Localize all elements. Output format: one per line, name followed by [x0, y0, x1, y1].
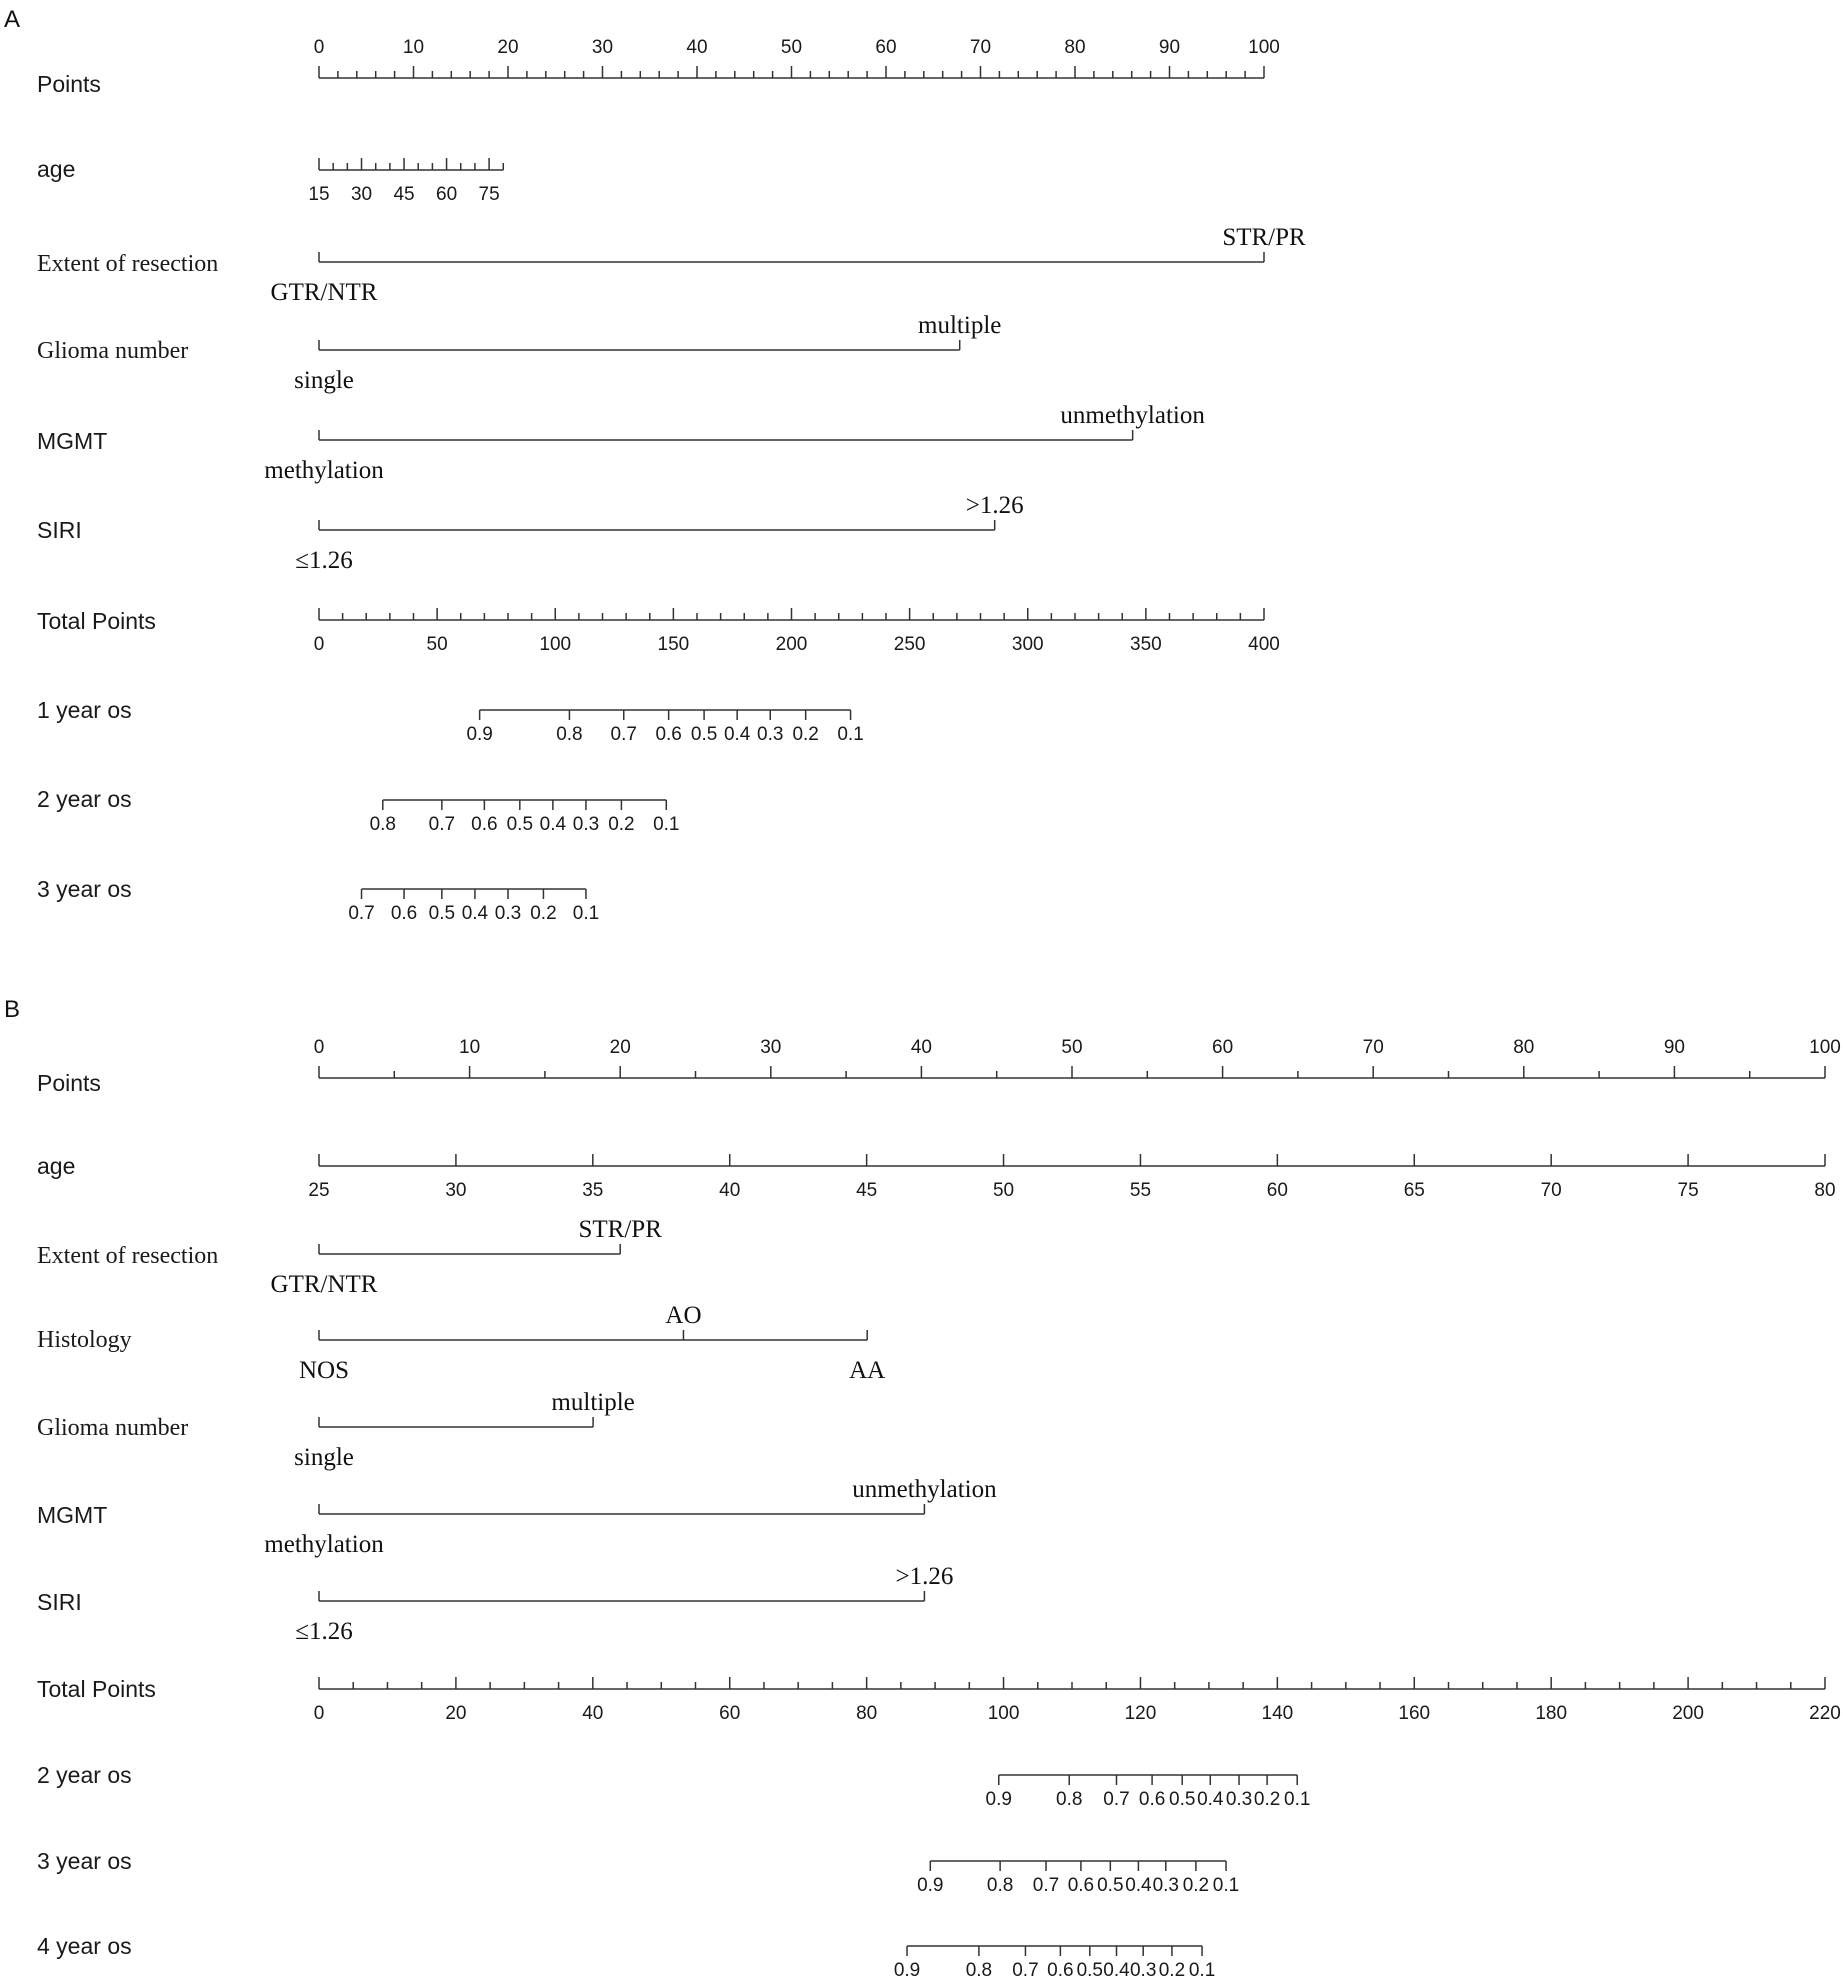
row-b-3-year-os: [37, 1848, 1239, 1896]
category-label-a-mgmt-unmethylation: unmethylation: [1060, 402, 1205, 429]
tick-label-a-2-year-os-0.5: 0.5: [506, 814, 534, 835]
panel-letter-b: B: [4, 996, 21, 1023]
tick-label-b-points-0: 0: [313, 1037, 325, 1058]
tick-label-a-total-points-200: 200: [775, 634, 808, 655]
category-label-b-siri-le-1-26: ≤1.26: [295, 1618, 353, 1645]
tick-label-b-2-year-os-0.2: 0.2: [1253, 1789, 1281, 1810]
tick-label-a-points-30: 30: [591, 37, 614, 58]
category-label-b-mgmt-methylation: methylation: [264, 1531, 384, 1558]
tick-label-b-2-year-os-0.8: 0.8: [1056, 1789, 1083, 1810]
category-label-a-glioma-number-single: single: [294, 367, 354, 394]
row-label-a-2-year-os: 2 year os: [37, 786, 132, 812]
row-label-b-3-year-os: 3 year os: [37, 1848, 132, 1874]
tick-label-b-4-year-os-0.2: 0.2: [1158, 1960, 1186, 1981]
category-label-a-extent-of-resection-str-pr: STR/PR: [1222, 224, 1306, 251]
tick-label-b-3-year-os-0.3: 0.3: [1152, 1875, 1179, 1896]
tick-label-b-2-year-os-0.5: 0.5: [1169, 1789, 1196, 1810]
row-label-b-2-year-os: 2 year os: [37, 1762, 132, 1788]
row-b-glioma-number: [37, 1389, 635, 1471]
row-label-a-3-year-os: 3 year os: [37, 876, 132, 902]
tick-label-a-3-year-os-0.3: 0.3: [494, 903, 522, 924]
category-label-b-extent-of-resection-gtr-ntr: GTR/NTR: [270, 1271, 378, 1298]
row-b-2-year-os: [37, 1762, 1310, 1810]
row-b-age: [37, 1153, 1836, 1201]
tick-label-a-points-100: 100: [1248, 37, 1280, 58]
row-a-siri: [37, 492, 1024, 574]
tick-label-b-3-year-os-0.2: 0.2: [1182, 1875, 1210, 1896]
tick-label-b-3-year-os-0.7: 0.7: [1032, 1875, 1060, 1896]
tick-label-a-age-30: 30: [350, 184, 373, 205]
tick-label-b-2-year-os-0.6: 0.6: [1138, 1789, 1166, 1810]
row-label-b-glioma-number: Glioma number: [37, 1415, 189, 1441]
tick-label-b-points-10: 10: [459, 1037, 481, 1058]
row-label-b-4-year-os: 4 year os: [37, 1933, 132, 1959]
row-label-b-points: Points: [37, 1070, 101, 1096]
category-label-a-siri-gt-1-26: >1.26: [965, 492, 1024, 519]
panel-a: [4, 6, 1306, 924]
tick-label-a-3-year-os-0.7: 0.7: [348, 903, 375, 924]
panel-b: [4, 996, 1841, 1981]
tick-label-b-total-points-220: 220: [1809, 1703, 1841, 1724]
tick-label-b-total-points-180: 180: [1535, 1703, 1568, 1724]
tick-label-b-age-30: 30: [445, 1180, 467, 1201]
category-label-a-glioma-number-multiple: multiple: [918, 312, 1002, 339]
tick-label-a-1-year-os-0.5: 0.5: [690, 724, 718, 745]
tick-label-a-1-year-os-0.9: 0.9: [466, 724, 493, 745]
tick-label-b-total-points-80: 80: [856, 1703, 878, 1724]
tick-label-a-1-year-os-0.3: 0.3: [757, 724, 784, 745]
tick-label-b-total-points-120: 120: [1124, 1703, 1157, 1724]
row-label-a-siri: SIRI: [37, 517, 82, 543]
tick-label-b-age-40: 40: [719, 1180, 741, 1201]
tick-label-a-age-45: 45: [393, 184, 415, 205]
tick-label-b-total-points-160: 160: [1398, 1703, 1431, 1724]
tick-label-a-total-points-150: 150: [657, 634, 690, 655]
category-label-b-mgmt-unmethylation: unmethylation: [852, 1476, 997, 1503]
tick-label-b-2-year-os-0.1: 0.1: [1284, 1789, 1311, 1810]
tick-label-a-points-10: 10: [402, 37, 425, 58]
row-label-b-extent-of-resection: Extent of resection: [37, 1243, 219, 1269]
tick-label-a-total-points-300: 300: [1011, 634, 1044, 655]
tick-label-b-points-90: 90: [1663, 1037, 1685, 1058]
tick-label-a-points-80: 80: [1064, 37, 1086, 58]
tick-label-a-total-points-400: 400: [1248, 634, 1280, 655]
tick-label-a-1-year-os-0.7: 0.7: [610, 724, 637, 745]
tick-label-a-total-points-50: 50: [426, 634, 448, 655]
row-label-a-1-year-os: 1 year os: [37, 697, 132, 723]
category-label-b-histology-nos: NOS: [298, 1357, 350, 1384]
tick-label-a-age-15: 15: [308, 184, 330, 205]
tick-label-a-total-points-350: 350: [1130, 634, 1162, 655]
tick-label-b-4-year-os-0.9: 0.9: [893, 1960, 921, 1981]
row-a-points: [37, 37, 1280, 97]
tick-label-b-4-year-os-0.1: 0.1: [1188, 1960, 1216, 1981]
tick-label-b-4-year-os-0.7: 0.7: [1012, 1960, 1039, 1981]
tick-label-a-2-year-os-0.2: 0.2: [608, 814, 635, 835]
tick-label-a-1-year-os-0.2: 0.2: [792, 724, 819, 745]
tick-label-a-points-20: 20: [497, 37, 519, 58]
tick-label-a-1-year-os-0.8: 0.8: [556, 724, 583, 745]
row-a-mgmt: [37, 402, 1205, 484]
tick-label-b-points-80: 80: [1513, 1037, 1535, 1058]
tick-label-b-4-year-os-0.4: 0.4: [1103, 1960, 1130, 1981]
row-a-2-year-os: [37, 786, 679, 835]
tick-label-a-2-year-os-0.3: 0.3: [572, 814, 600, 835]
row-a-age: [37, 156, 503, 205]
tick-label-a-3-year-os-0.6: 0.6: [390, 903, 418, 924]
tick-label-a-total-points-250: 250: [893, 634, 926, 655]
tick-label-a-2-year-os-0.8: 0.8: [369, 814, 396, 835]
tick-label-b-total-points-40: 40: [582, 1703, 604, 1724]
tick-label-a-2-year-os-0.1: 0.1: [653, 814, 680, 835]
tick-label-b-age-70: 70: [1540, 1180, 1562, 1201]
tick-label-b-points-60: 60: [1212, 1037, 1234, 1058]
tick-label-b-3-year-os-0.4: 0.4: [1125, 1875, 1152, 1896]
category-label-b-siri-gt-1-26: >1.26: [895, 1563, 954, 1590]
tick-label-b-3-year-os-0.5: 0.5: [1097, 1875, 1124, 1896]
row-label-b-siri: SIRI: [37, 1589, 82, 1615]
row-a-glioma-number: [37, 312, 1001, 394]
category-label-b-histology-ao: AO: [665, 1302, 702, 1329]
row-label-b-mgmt: MGMT: [37, 1502, 108, 1528]
tick-label-b-3-year-os-0.9: 0.9: [917, 1875, 944, 1896]
tick-label-a-3-year-os-0.5: 0.5: [428, 903, 456, 924]
tick-label-b-total-points-20: 20: [445, 1703, 467, 1724]
category-label-b-histology-aa: AA: [849, 1357, 886, 1384]
row-b-4-year-os: [37, 1933, 1215, 1981]
row-a-total-points: [37, 608, 1280, 655]
row-a-3-year-os: [37, 876, 599, 924]
tick-label-a-3-year-os-0.2: 0.2: [530, 903, 557, 924]
tick-label-a-age-60: 60: [436, 184, 458, 205]
tick-label-b-points-100: 100: [1809, 1037, 1841, 1058]
category-label-a-siri-le-1-26: ≤1.26: [295, 547, 353, 574]
tick-label-b-total-points-140: 140: [1261, 1703, 1294, 1724]
tick-label-a-1-year-os-0.6: 0.6: [655, 724, 682, 745]
tick-label-a-2-year-os-0.4: 0.4: [539, 814, 567, 835]
row-a-extent-of-resection: [37, 224, 1306, 306]
category-label-a-mgmt-methylation: methylation: [264, 457, 384, 484]
tick-label-b-age-60: 60: [1266, 1180, 1288, 1201]
tick-label-a-2-year-os-0.7: 0.7: [428, 814, 456, 835]
row-label-b-histology: Histology: [37, 1327, 132, 1353]
tick-label-b-3-year-os-0.1: 0.1: [1212, 1875, 1240, 1896]
tick-label-b-age-65: 65: [1403, 1180, 1425, 1201]
category-label-b-glioma-number-multiple: multiple: [551, 1389, 635, 1416]
tick-label-b-total-points-100: 100: [987, 1703, 1020, 1724]
tick-label-b-points-20: 20: [609, 1037, 631, 1058]
tick-label-b-4-year-os-0.6: 0.6: [1047, 1960, 1074, 1981]
tick-label-b-4-year-os-0.5: 0.5: [1076, 1960, 1104, 1981]
tick-label-b-4-year-os-0.8: 0.8: [965, 1960, 993, 1981]
tick-label-a-total-points-100: 100: [539, 634, 572, 655]
tick-label-b-2-year-os-0.4: 0.4: [1197, 1789, 1224, 1810]
tick-label-b-points-70: 70: [1362, 1037, 1384, 1058]
tick-label-a-points-60: 60: [875, 37, 897, 58]
tick-label-b-total-points-0: 0: [313, 1703, 325, 1724]
tick-label-b-age-75: 75: [1677, 1180, 1699, 1201]
row-label-b-age: age: [37, 1153, 76, 1179]
tick-label-b-3-year-os-0.8: 0.8: [986, 1875, 1014, 1896]
tick-label-a-points-90: 90: [1158, 37, 1181, 58]
row-label-a-glioma-number: Glioma number: [37, 338, 189, 364]
category-label-b-glioma-number-single: single: [294, 1444, 354, 1471]
tick-label-a-points-70: 70: [969, 37, 992, 58]
row-label-a-age: age: [37, 156, 76, 182]
tick-label-b-2-year-os-0.9: 0.9: [985, 1789, 1012, 1810]
tick-label-b-points-40: 40: [910, 1037, 932, 1058]
row-b-histology: [37, 1302, 885, 1384]
tick-label-a-points-50: 50: [780, 37, 803, 58]
tick-label-a-3-year-os-0.1: 0.1: [572, 903, 600, 924]
tick-label-a-3-year-os-0.4: 0.4: [461, 903, 489, 924]
row-label-b-total-points: Total Points: [37, 1676, 156, 1702]
tick-label-b-total-points-200: 200: [1672, 1703, 1704, 1724]
tick-label-a-total-points-0: 0: [313, 634, 325, 655]
tick-label-b-age-80: 80: [1814, 1180, 1836, 1201]
tick-label-a-points-0: 0: [313, 37, 325, 58]
row-label-a-mgmt: MGMT: [37, 428, 108, 454]
row-label-a-points: Points: [37, 71, 101, 97]
row-label-a-extent-of-resection: Extent of resection: [37, 251, 219, 277]
tick-label-b-2-year-os-0.3: 0.3: [1225, 1789, 1253, 1810]
tick-label-a-2-year-os-0.6: 0.6: [471, 814, 498, 835]
tick-label-a-1-year-os-0.4: 0.4: [723, 724, 751, 745]
row-b-mgmt: [37, 1476, 997, 1558]
row-label-a-total-points: Total Points: [37, 608, 156, 634]
row-b-total-points: [37, 1676, 1841, 1724]
category-label-a-extent-of-resection-gtr-ntr: GTR/NTR: [270, 279, 378, 306]
tick-label-a-points-40: 40: [686, 37, 708, 58]
row-b-points: [37, 1037, 1841, 1096]
row-b-siri: [37, 1563, 953, 1645]
tick-label-a-age-75: 75: [478, 184, 500, 205]
tick-label-b-points-50: 50: [1061, 1037, 1083, 1058]
tick-label-a-1-year-os-0.1: 0.1: [837, 724, 864, 745]
tick-label-b-4-year-os-0.3: 0.3: [1129, 1960, 1157, 1981]
row-b-extent-of-resection: [37, 1216, 662, 1298]
tick-label-b-age-50: 50: [992, 1180, 1015, 1201]
category-label-b-extent-of-resection-str-pr: STR/PR: [578, 1216, 662, 1243]
tick-label-b-age-35: 35: [582, 1180, 604, 1201]
row-a-1-year-os: [37, 697, 864, 745]
tick-label-b-points-30: 30: [760, 1037, 782, 1058]
tick-label-b-age-55: 55: [1129, 1180, 1152, 1201]
tick-label-b-age-45: 45: [856, 1180, 878, 1201]
tick-label-b-total-points-60: 60: [719, 1703, 741, 1724]
tick-label-b-2-year-os-0.7: 0.7: [1103, 1789, 1130, 1810]
tick-label-b-3-year-os-0.6: 0.6: [1067, 1875, 1095, 1896]
panel-letter-a: A: [4, 6, 21, 33]
tick-label-b-age-25: 25: [308, 1180, 330, 1201]
